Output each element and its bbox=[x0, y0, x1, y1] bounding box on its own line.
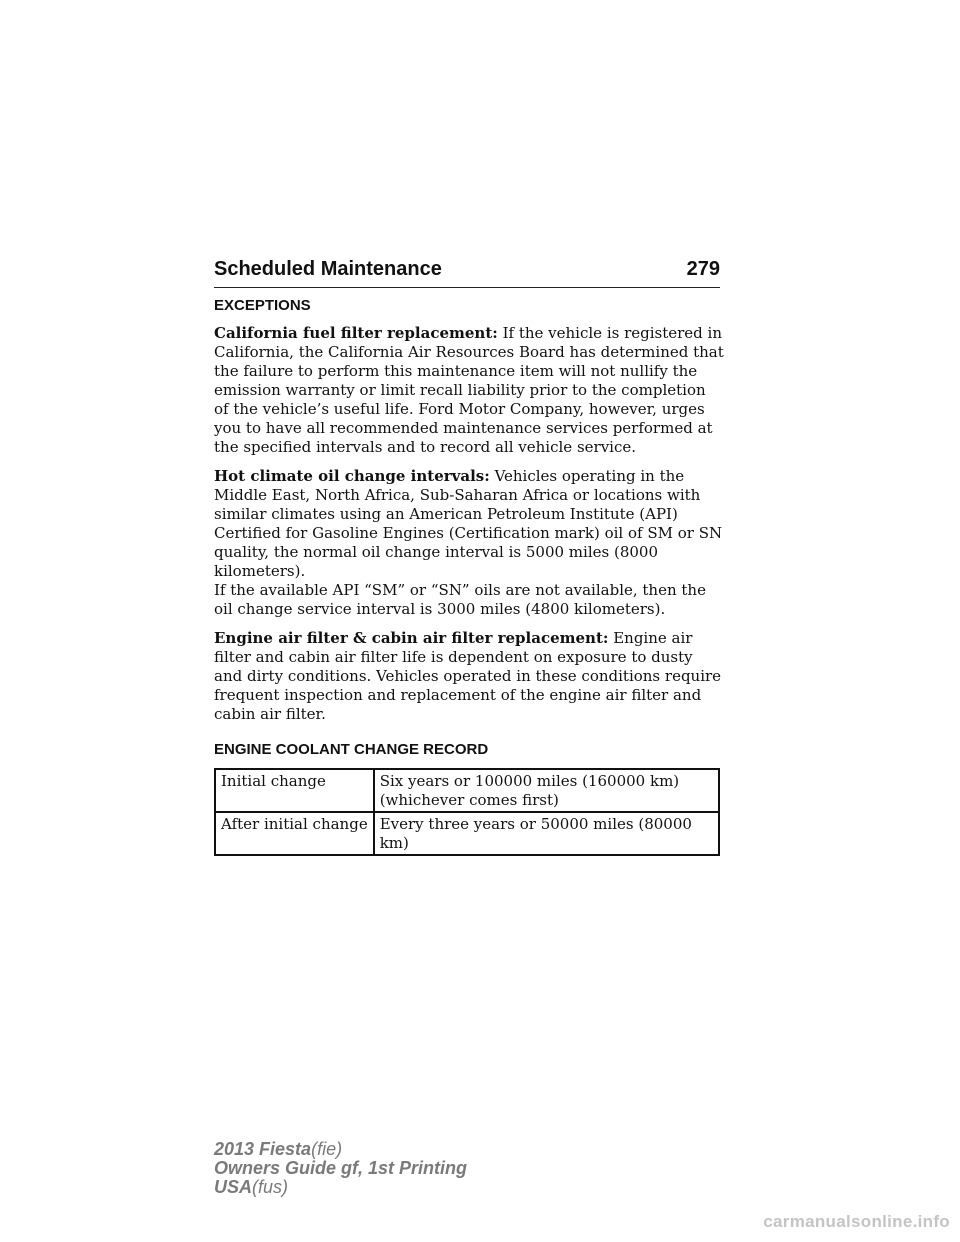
air-filter-text: Engine air filter and cabin air filter life is dependent on exposure to dusty and dirty conditions. Vehicles operated in these conditions require frequent inspection and replacement of the engine air filter and cabin air filter. bbox=[214, 629, 722, 723]
footer-line-market bbox=[214, 1178, 467, 1197]
table-cell-line: Every three years or 50000 miles (80000 km) bbox=[379, 815, 692, 852]
california-lead: California fuel filter replacement: bbox=[214, 324, 498, 342]
table-cell-value bbox=[374, 769, 719, 812]
page-number: 279 bbox=[686, 258, 720, 280]
page-content bbox=[214, 296, 724, 856]
table-row bbox=[215, 812, 719, 855]
table-cell-line: (whichever comes first) bbox=[379, 791, 559, 809]
air-filter-lead: Engine air filter & cabin air filter replacement: bbox=[214, 629, 609, 647]
hot-climate-text: Vehicles operating in the Middle East, North Africa, Sub-Saharan Africa or locations with similar climates using an American Petroleum Institute (API) Certified for Gasoline Engines (Certification mark) oil of SM or SN quality, the normal oil change interval is 5000 miles (8000 kilometers). bbox=[214, 467, 723, 580]
coolant-record-title: ENGINE COOLANT CHANGE RECORD bbox=[214, 741, 489, 758]
air-filter-paragraph bbox=[214, 629, 724, 724]
header-divider bbox=[214, 287, 720, 288]
california-text: If the vehicle is registered in California, the California Air Resources Board has determined that the failure to perform this maintenance item will not nullify the emission warranty or limit recall liability prior to the completion of the vehicle’s useful life. Ford Motor Company, however, urges you to have all recommended maintenance services performed at the specified intervals and to record all vehicle service. bbox=[214, 324, 724, 456]
table-cell-value bbox=[374, 812, 719, 855]
footer-line-model bbox=[214, 1140, 467, 1159]
table-cell-line: Six years or 100000 miles (160000 km) bbox=[379, 772, 680, 790]
footer-guide: Owners Guide gf, 1st Printing bbox=[214, 1158, 468, 1178]
section-heading: Scheduled Maintenance bbox=[214, 258, 442, 280]
site-watermark: carmanualsonline.info bbox=[763, 1212, 950, 1231]
document-footer bbox=[214, 1140, 467, 1197]
exceptions-title: EXCEPTIONS bbox=[214, 297, 311, 314]
table-cell-label: Initial change bbox=[215, 769, 374, 812]
coolant-record-table bbox=[214, 768, 720, 856]
table-cell-label: After initial change bbox=[215, 812, 374, 855]
footer-market-code: (fus) bbox=[252, 1177, 289, 1197]
page-header bbox=[214, 258, 720, 281]
california-paragraph bbox=[214, 324, 724, 457]
hot-climate-lead: Hot climate oil change intervals: bbox=[214, 467, 490, 485]
footer-model: 2013 Fiesta bbox=[214, 1139, 312, 1159]
footer-line-guide bbox=[214, 1159, 467, 1178]
footer-market: USA bbox=[214, 1177, 253, 1197]
hot-climate-text-2: If the available API “SM” or “SN” oils are not available, then the oil change service interval is 3000 miles (4800 kilometers). bbox=[214, 581, 706, 618]
hot-climate-paragraph bbox=[214, 467, 724, 619]
footer-model-code: (fie) bbox=[311, 1139, 343, 1159]
table-row bbox=[215, 769, 719, 812]
